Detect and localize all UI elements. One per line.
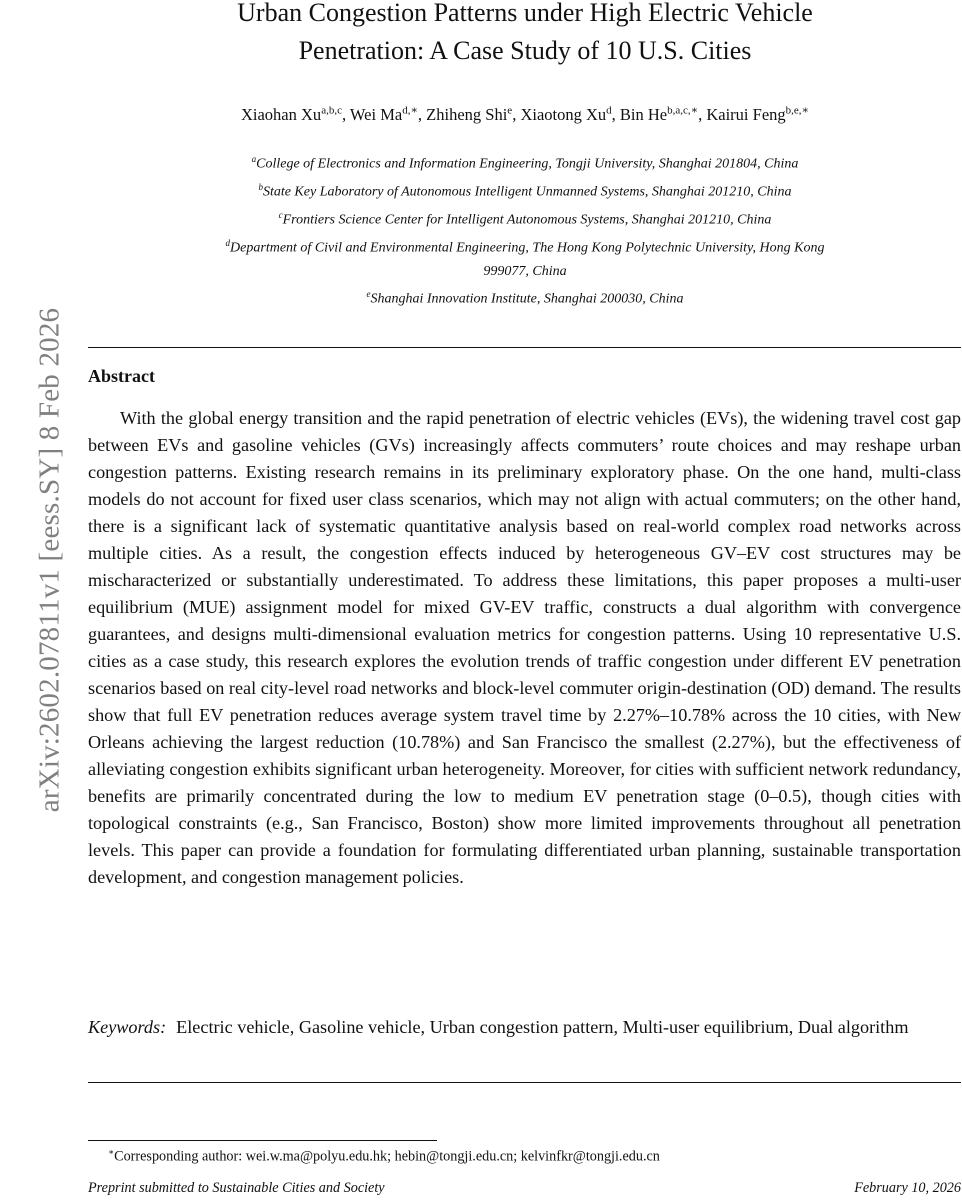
arxiv-identifier-stamp: arXiv:2602.07811v1 [eess.SY] 8 Feb 2026 <box>33 307 66 813</box>
paper-title <box>88 0 962 70</box>
author-affiliation-marks: b,a,c,∗ <box>667 104 699 116</box>
author <box>241 105 350 124</box>
abstract-heading: Abstract <box>88 366 155 386</box>
footer-date: February 10, 2026 <box>854 1180 961 1196</box>
footnote-rule <box>88 1140 437 1141</box>
affiliation <box>88 204 962 232</box>
affiliation-continuation: 999077, China <box>483 263 567 279</box>
affiliation-list <box>88 148 962 311</box>
affiliation <box>88 232 962 260</box>
author-list <box>88 103 962 125</box>
affiliation-text: Frontiers Science Center for Intelligent Autonomous Systems, Shanghai 201210, China <box>282 212 772 228</box>
author-affiliation-marks: b,e,∗ <box>785 104 809 116</box>
affiliation <box>88 148 962 176</box>
author <box>706 105 809 124</box>
keywords-label: Keywords: <box>88 1017 167 1037</box>
author-separator: , <box>417 104 427 124</box>
affiliation-text: College of Electronics and Information Engineering, Tongji University, Shanghai 201804, China <box>256 156 799 172</box>
author-name: Kairui Feng <box>706 104 786 124</box>
corresponding-author-footnote <box>108 1147 660 1166</box>
author-affiliation-marks: a,b,c <box>321 104 342 116</box>
abstract-bottom-rule <box>88 1082 961 1083</box>
affiliation-mark: d <box>225 238 231 249</box>
author <box>426 105 520 124</box>
author-name: Wei Ma <box>349 104 403 124</box>
affiliation <box>88 176 962 204</box>
affiliation-mark: e <box>366 289 371 300</box>
footer-journal-note: Preprint submitted to Sustainable Cities and Society <box>88 1180 385 1196</box>
affiliation-text: Department of Civil and Environmental Engineering, The Hong Kong Polytechnic University, Hong Kong <box>230 241 825 257</box>
author-separator: , <box>611 104 620 124</box>
abstract-text: With the global energy transition and the rapid penetration of electric vehicles (EVs), the widening travel cost gap between EVs and gasoline vehicles (GVs) increasingly affects commuters’ route choices and may reshape urban congestion patterns. Existing research remains in its preliminary exploratory phase. On the one hand, multi-class models do not account for fixed user class scenarios, which may not align with actual commuters; on the other hand, there is a significant lack of systematic quantitative analysis based on real-world complex road networks across multiple cities. As a result, the congestion effects induced by heterogeneous GV–EV cost structures may be mischaracterized or substantially underestimated. To address these limitations, this paper proposes a multi-user equilibrium (MUE) assignment model for mixed GV-EV traffic, constructs a dual algorithm with convergence guarantees, and designs multi-dimensional evaluation metrics for congestion patterns. Using 10 representative U.S. cities as a case study, this research explores the evolution trends of traffic congestion under different EV penetration scenarios based on real city-level road networks and block-level commuter origin-destination (OD) demand. The results show that full EV penetration reduces average system travel time by 2.27%–10.78% across the 10 cities, with New Orleans achieving the largest reduction (10.78%) and San Francisco the smallest (2.27%), but the effectiveness of alleviating congestion exhibits significant urban heterogeneity. Moreover, for cities with sufficient network redundancy, benefits are primarily concentrated during the low to medium EV penetration stage (0–0.5), though cities with topological constraints (e.g., San Francisco, Boston) show more limited improvements throughout all penetration levels. This paper can provide a foundation for formulating differentiated urban planning, sustainable transportation development, and congestion management policies. <box>88 408 961 887</box>
affiliation-mark: c <box>278 210 283 221</box>
author-name: Xiaohan Xu <box>240 104 322 124</box>
footnote-text: Corresponding author: wei.w.ma@polyu.edu.hk; hebin@tongji.edu.cn; kelvinfkr@tongji.edu.cn <box>114 1148 660 1165</box>
author <box>520 105 619 124</box>
paper-title-line-1: Urban Congestion Patterns under High Electric Vehicle <box>237 0 813 27</box>
author-name: Bin He <box>619 104 668 124</box>
author-name: Zhiheng Shi <box>426 104 508 124</box>
author-separator: , <box>698 104 707 124</box>
author <box>620 105 706 124</box>
affiliation-mark: b <box>258 182 263 193</box>
affiliation-text: Shanghai Innovation Institute, Shanghai 200030, China <box>370 291 684 307</box>
footnote-mark: ∗ <box>108 1147 115 1157</box>
author-separator: , <box>512 104 521 124</box>
affiliation <box>88 283 962 311</box>
keywords-text: Electric vehicle, Gasoline vehicle, Urban congestion pattern, Multi-user equilibrium, Dual algorithm <box>176 1017 909 1037</box>
author-separator: , <box>341 104 350 124</box>
affiliation-text: State Key Laboratory of Autonomous Intelligent Unmanned Systems, Shanghai 201210, China <box>262 184 792 200</box>
abstract-top-rule <box>88 347 961 348</box>
author-affiliation-marks: d <box>606 104 612 116</box>
paper-title-line-2: Penetration: A Case Study of 10 U.S. Cities <box>298 36 752 65</box>
affiliation-mark: a <box>251 154 257 164</box>
author <box>350 105 426 124</box>
keywords <box>88 1014 961 1041</box>
author-name: Xiaotong Xu <box>520 104 607 124</box>
author-affiliation-marks: d,∗ <box>402 104 418 116</box>
author-affiliation-marks: e <box>507 104 513 116</box>
